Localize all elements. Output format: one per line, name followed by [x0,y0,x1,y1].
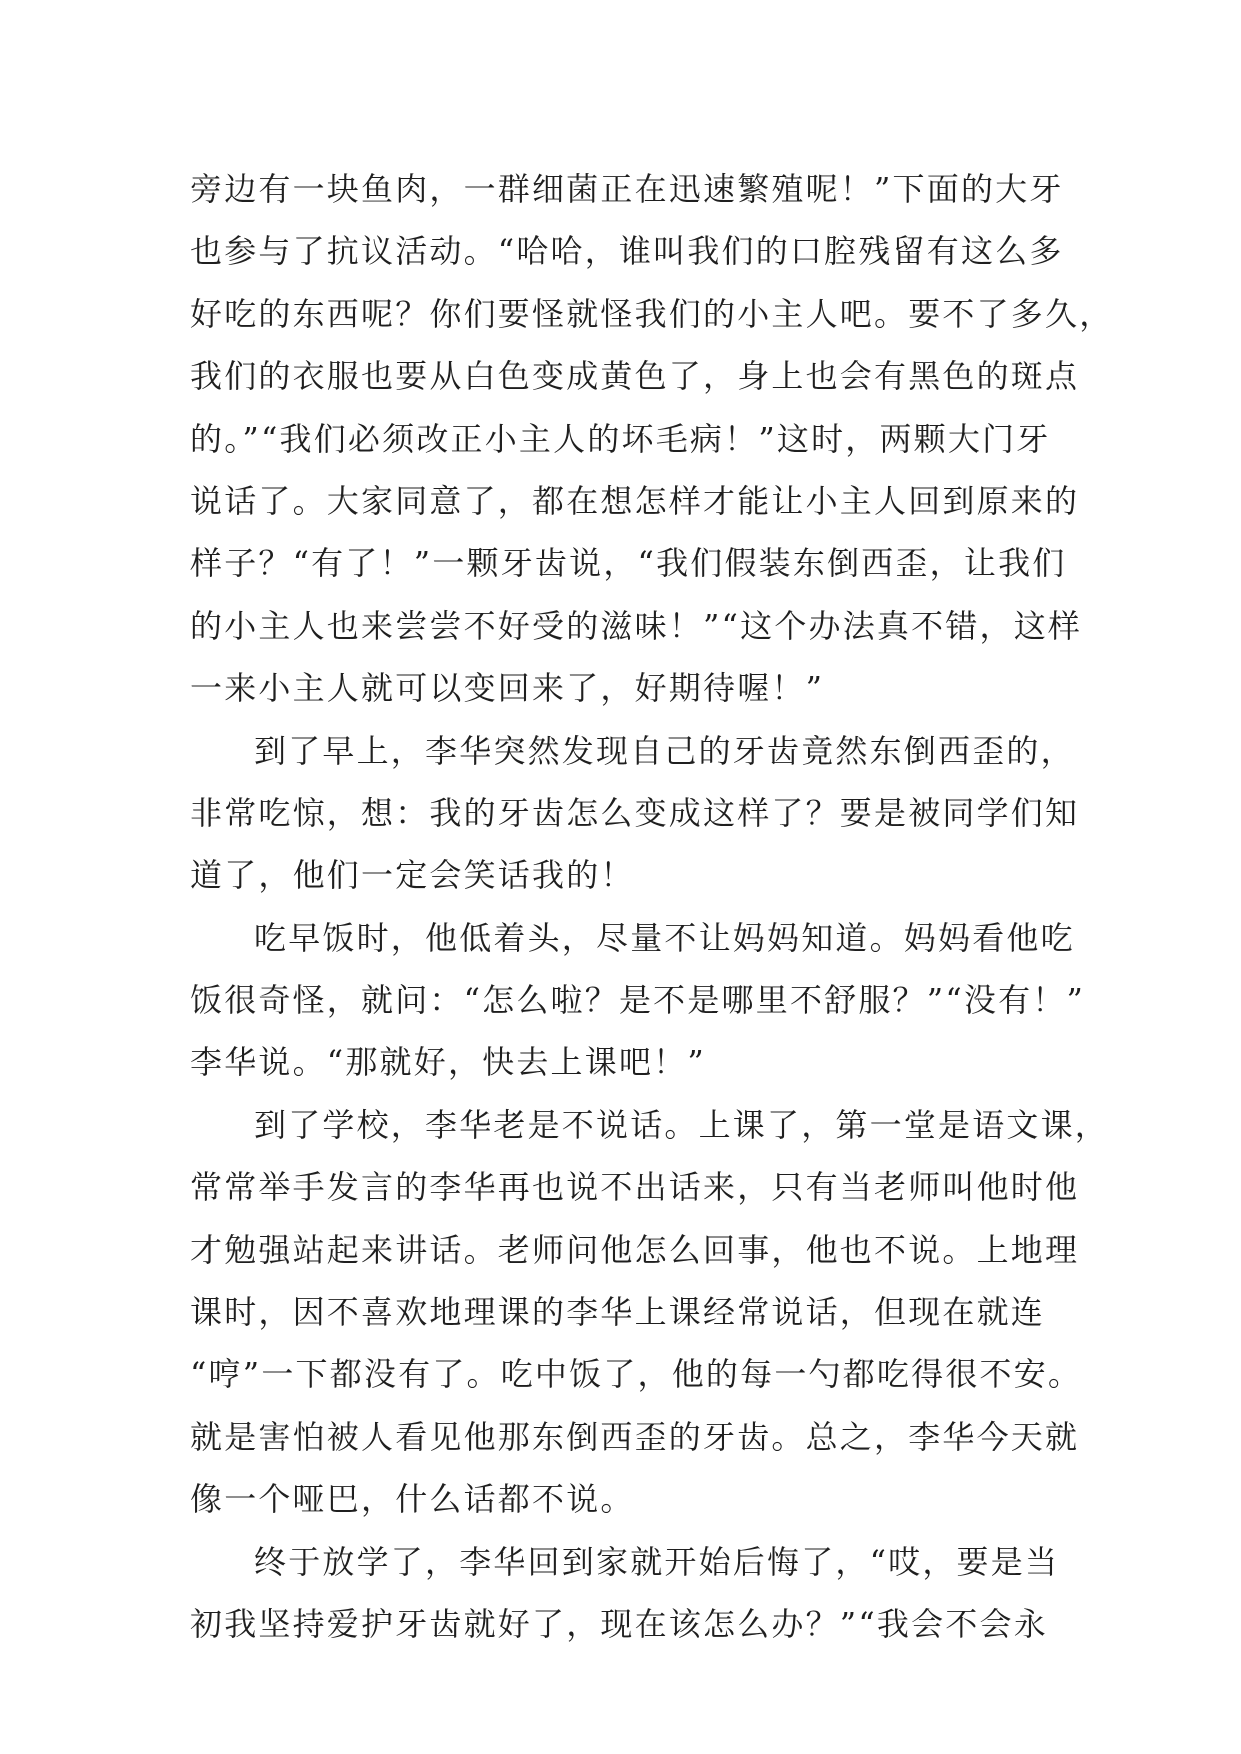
story-text [190,158,1114,1655]
text-line: 的。”“我们必须改正小主人的坏毛病！”这时，两颗大门牙 [190,419,1051,458]
text-line: “哼”一下都没有了。吃中饭了，他的每一勺都吃得很不安。 [190,1355,1083,1394]
text-line: 也参与了抗议活动。“哈哈，谁叫我们的口腔残留有这么多 [190,232,1064,271]
text-line: 初我坚持爱护牙齿就好了，现在该怎么办？”“我会不会永 [190,1604,1048,1643]
paragraph-start-line: 终于放学了，李华回到家就开始后悔了，“哎，要是当 [254,1542,1060,1581]
paragraph-start-line: 吃早饭时，他低着头，尽量不让妈妈知道。妈妈看他吃 [254,918,1075,957]
text-line: 好吃的东西呢？你们要怪就怪我们的小主人吧。要不了多久， [190,294,1114,333]
text-line: 饭很奇怪，就问：“怎么啦？是不是哪里不舒服？”“没有！” [190,981,1086,1020]
text-line: 旁边有一块鱼肉，一群细菌正在迅速繁殖呢！”下面的大牙 [190,170,1064,208]
text-line: 常常举手发言的李华再也说不出话来，只有当老师叫他时他 [190,1168,1080,1207]
text-line: 我们的衣服也要从白色变成黄色了，身上也会有黑色的斑点 [190,357,1080,396]
text-line: 的小主人也来尝尝不好受的滋味！”“这个办法真不错，这样 [190,606,1083,645]
text-line: 非常吃惊，想：我的牙齿怎么变成这样了？要是被同学们知 [190,793,1080,832]
text-line: 才勉强站起来讲话。老师问他怎么回事，他也不说。上地理 [190,1230,1080,1269]
text-line: 道了，他们一定会笑话我的！ [190,856,635,895]
text-line: 像一个哑巴，什么话都不说。 [190,1480,635,1519]
text-line: 李华说。“那就好，快去上课吧！” [190,1043,706,1082]
text-line: 一来小主人就可以变回来了，好期待喔！” [190,669,825,708]
paragraph-start-line: 到了早上，李华突然发现自己的牙齿竟然东倒西歪的， [254,731,1075,770]
text-line: 样子？“有了！”一颗牙齿说，“我们假装东倒西歪，让我们 [190,544,1067,583]
text-line: 就是害怕被人看见他那东倒西歪的牙齿。总之，李华今天就 [190,1417,1080,1456]
text-line: 课时，因不喜欢地理课的李华上课经常说话，但现在就连 [190,1293,1046,1332]
text-line: 说话了。大家同意了，都在想怎样才能让小主人回到原来的 [190,481,1080,520]
paragraph-start-line: 到了学校，李华老是不说话。上课了，第一堂是语文课， [254,1105,1110,1144]
